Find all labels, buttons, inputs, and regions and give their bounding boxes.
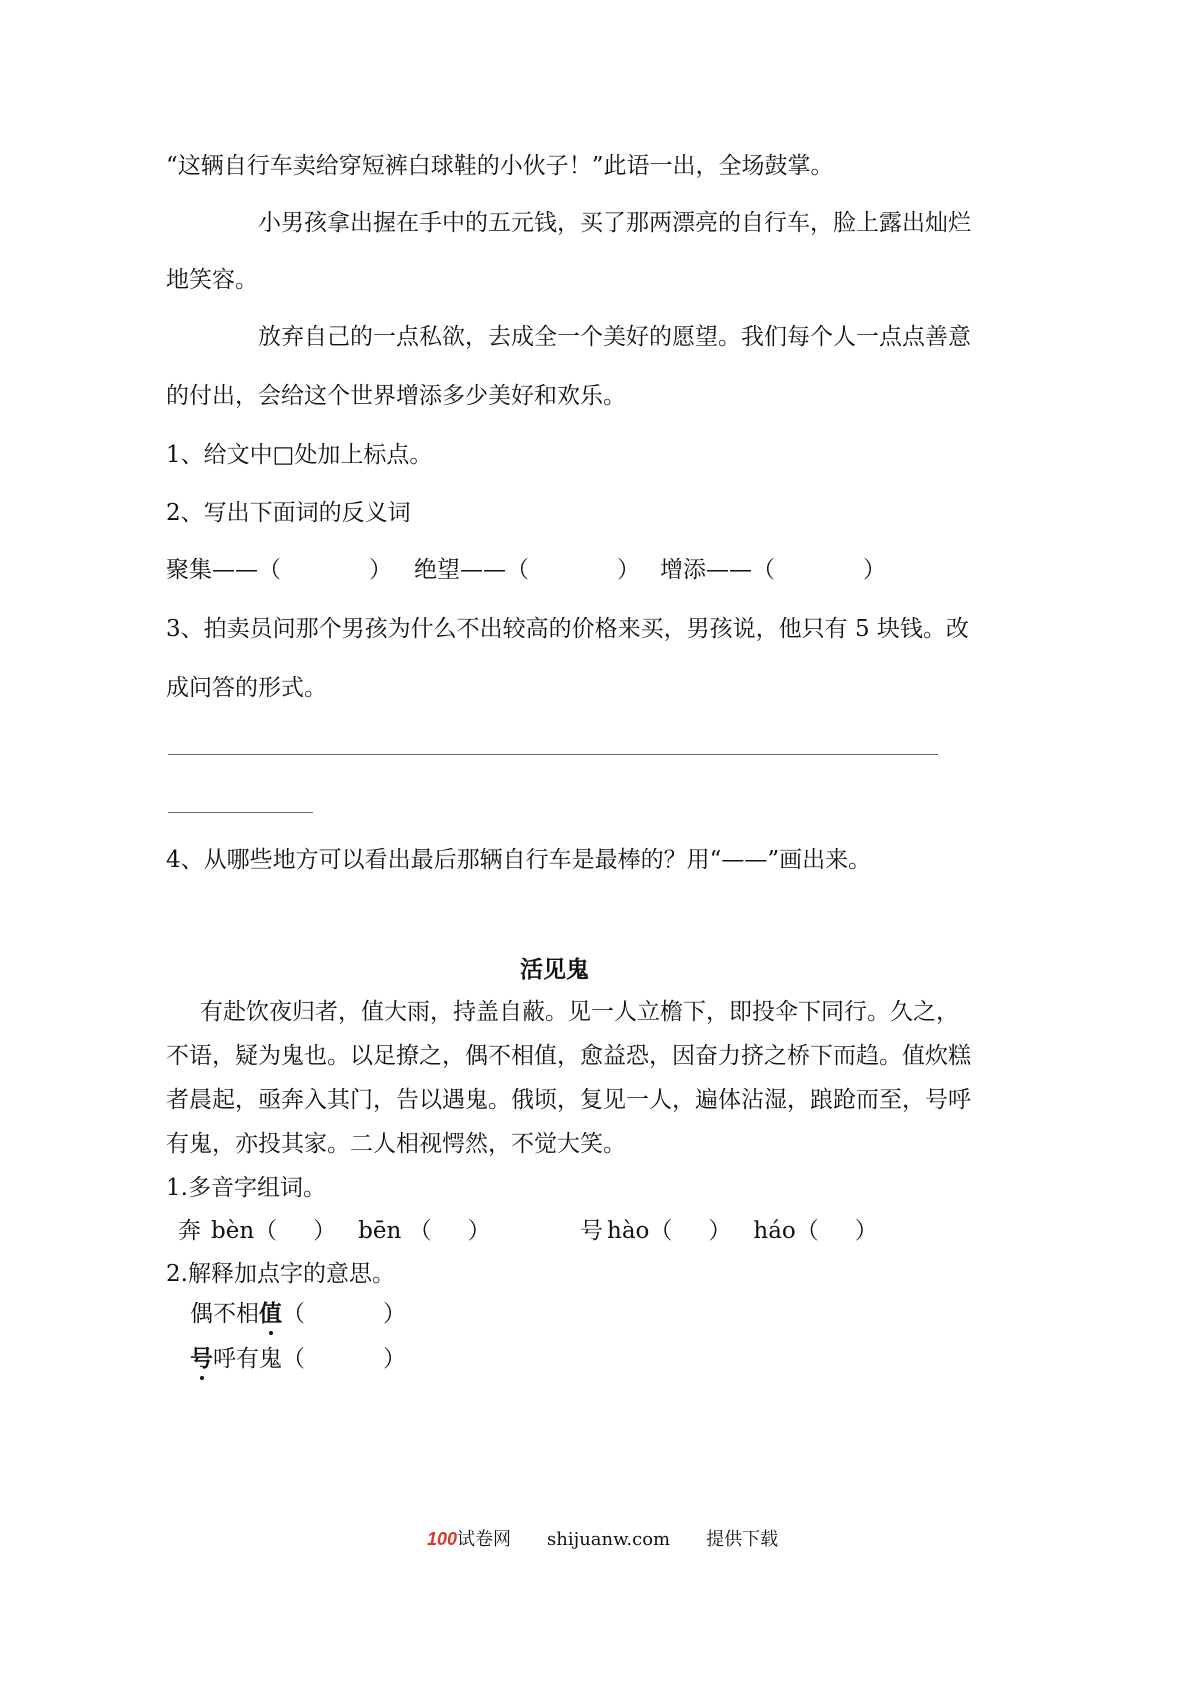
passage2-line-4: 有鬼，亦投其家。二人相视愕然，不觉大笑。 [166,1131,626,1157]
question2-2: 2.解释加点字的意思。 [166,1261,395,1287]
pinyin-ben-1: bēn （ [358,1218,432,1244]
passage2-line-3: 者晨起，亟奔入其门，告以遇鬼。俄顷，复见一人，遍体沾湿，踉跄而至，号呼 [166,1087,971,1113]
passage2-line-2: 不语，疑为鬼也。以足撩之，偶不相值，愈益恐，因奋力挤之桥下而趋。值炊糕 [166,1043,971,1069]
question-1: 1、给文中□处加上标点。 [166,442,433,468]
logo-mark: 100 [427,1529,458,1549]
question2-1: 1.多音字组词。 [166,1175,326,1201]
antonym-close: ） [617,557,640,583]
question-3-line-2: 成问答的形式。 [166,675,327,701]
antonym-item-2 [414,555,640,585]
logo-text: 试卷网 [457,1529,512,1550]
question-2: 2、写出下面词的反义词 [166,500,411,526]
footer [427,1527,778,1552]
paren-open: （ [282,1301,305,1327]
explain-text: 偶不相 [190,1301,259,1327]
antonym-close: ） [369,557,392,583]
paren-close: ） [708,1218,732,1244]
paren-close: ） [383,1301,406,1327]
antonym-word: 聚集——（ [166,557,281,583]
pinyin-hao-4: hào（ [607,1218,673,1244]
dotted-char: 号 [190,1345,213,1372]
passage1-line-2: 小男孩拿出握在手中的五元钱，买了那两漂亮的自行车，脸上露出灿烂 [258,210,971,236]
question-4: 4、从哪些地方可以看出最后那辆自行车是最棒的？用“——”画出来。 [166,847,872,873]
passage1-line-5: 的付出，会给这个世界增添多少美好和欢乐。 [166,383,626,409]
passage1-line-4: 放弃自己的一点私欲，去成全一个美好的愿望。我们每个人一点点善意 [258,324,971,350]
passage1-line-3: 地笑容。 [166,267,258,293]
passage2-title: 活见鬼 [520,956,589,983]
passage2-line-1: 有赴饮夜归者，值大雨，持盖自蔽。见一人立檐下，即投伞下同行。久之， [200,999,959,1025]
polyphone-char-ben: 奔 [178,1218,201,1244]
antonym-word: 绝望——（ [414,557,529,583]
polyphone-hao [580,1216,878,1246]
antonym-item-1 [166,555,392,585]
paren-close: ） [854,1218,878,1244]
pinyin-hao-2: háo（ [753,1218,819,1244]
dotted-char: 值 [259,1300,282,1327]
explain-item-1 [190,1299,406,1329]
answer-line-short[interactable] [168,812,313,813]
question-3-line-1: 3、拍卖员问那个男孩为什么不出较高的价格来买，男孩说，他只有 5 块钱。改 [166,616,969,642]
paren-close: ） [383,1346,406,1372]
paren-close: ） [467,1218,491,1244]
footer-site-link[interactable]: shijuanw.com [547,1529,671,1550]
paren-close: ） [313,1218,337,1244]
footer-note: 提供下载 [706,1529,779,1550]
antonym-word: 增添——（ [660,557,775,583]
passage1-line-1: “这辆自行车卖给穿短裤白球鞋的小伙子！”此语一出，全场鼓掌。 [166,153,834,179]
answer-line-long[interactable] [168,754,938,755]
polyphone-ben [178,1216,491,1246]
explain-text: 呼有鬼（ [213,1346,305,1372]
antonym-close: ） [863,557,886,583]
pinyin-ben-4: bèn（ [211,1218,278,1244]
antonym-item-3 [660,555,886,585]
explain-item-2 [190,1344,406,1374]
polyphone-char-hao: 号 [580,1218,603,1244]
